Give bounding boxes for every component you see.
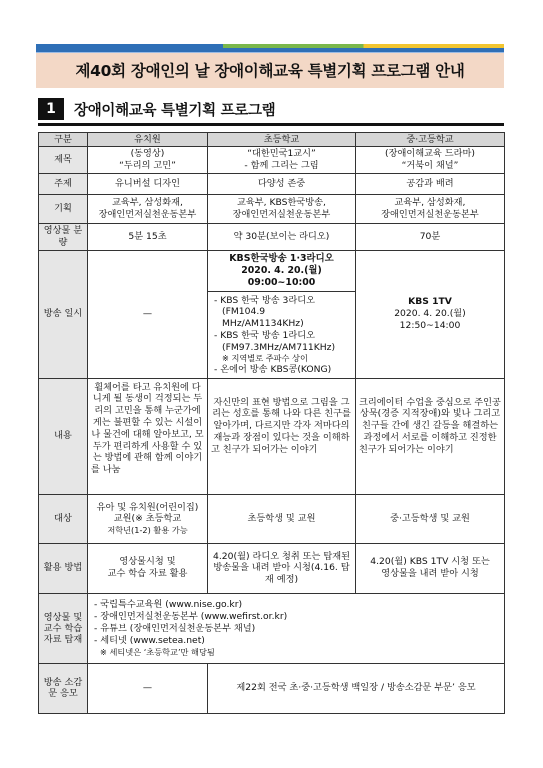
cell-sites	[88, 593, 505, 663]
cell-line: “거북이 채널”	[401, 160, 459, 171]
list-item: - 국립특수교육원 (www.nise.go.kr)	[94, 599, 243, 611]
cell-kinder-length: 5분 15초	[88, 224, 208, 251]
list-item: (FM97.3MHz/AM711KHz)	[222, 341, 336, 353]
cell-line: 2020. 4. 20.(월)	[394, 308, 466, 320]
list-item: - 유튜브 (장애인먼저실천운동본부 채널)	[94, 622, 256, 634]
cell-line: 교육부, KBS한국방송,	[237, 197, 326, 209]
row-label: 내용	[39, 378, 88, 494]
row-label: 방송 소감문 응모	[39, 663, 88, 713]
cell-line: KBS한국방송 1·3라디오	[229, 252, 334, 264]
list-item: - KBS 한국 방송 3라디오	[214, 294, 315, 306]
cell-line: 장애인먼저실천운동본부	[98, 209, 197, 220]
cell-line: 장애인먼저실천운동본부	[381, 209, 479, 220]
table-header-row	[39, 133, 505, 147]
header-kindergarten: 유치원	[88, 133, 208, 147]
cell-mid-target: 중·고등학생 및 교원	[356, 494, 505, 543]
table-row-review	[39, 663, 505, 713]
sites-list	[94, 599, 501, 657]
cell-elem-planning	[208, 195, 356, 224]
cell-elem-length: 약 30분(보이는 라디오)	[208, 224, 356, 251]
cell-line: 2020. 4. 20.(월) 09:00~10:00	[241, 264, 322, 288]
cell-line: 유아 및 유치원(어린이집)	[96, 501, 199, 513]
cell-kinder-review: —	[88, 663, 208, 713]
cell-mid-usage	[356, 543, 505, 593]
cell-mid-subject	[356, 147, 505, 174]
program-table	[38, 132, 505, 714]
cell-elem-usage: 4.20(월) 라디오 청취 또는 탑재된 방송물을 내려 받아 시청(4.16. 탑재 예정)	[208, 543, 356, 593]
cell-mid-length: 70분	[356, 224, 505, 251]
row-label: 제목	[39, 147, 88, 174]
header-elementary: 초등학교	[208, 133, 356, 147]
list-item: ※ 세티넷은 ‘초등학교’만 해당됨	[100, 646, 215, 657]
row-label: 영상물 분량	[39, 224, 88, 251]
cell-line: 저학년(1-2) 활용 가능	[107, 525, 188, 536]
list-item: - 세티넷 (www.setea.net)	[94, 634, 205, 646]
cell-line: 장애인먼저실천운동본부	[232, 209, 331, 220]
header-category: 구분	[39, 133, 88, 147]
cell-kinder-theme: 유니버설 디자인	[88, 174, 208, 195]
row-label: 영상물 및 교수 학습자료 탑재	[39, 593, 88, 663]
row-label: 방송 일시	[39, 250, 88, 378]
cell-line: 교육부, 삼성화재,	[112, 197, 183, 209]
row-label: 주제	[39, 174, 88, 195]
list-item: (FM104.9 MHz/AM1134KHz)	[222, 306, 304, 330]
cell-kinder-content: 휠체어를 타고 유치원에 다니게 될 동생이 걱정되는 두리의 고민을 통해 누군가에게는 불편할 수 있는 시설이나 물건에 대해 알아보고, 모두가 편리하게 사용할 수 있는 방법에 관해 함께 이야기를 나눔	[88, 378, 208, 494]
cell-mid-planning	[356, 195, 505, 224]
table-row-content	[39, 378, 505, 494]
list-item: - KBS 한국 방송 1라디오	[214, 329, 315, 341]
cell-line: 교수 학습 자료 활용	[107, 568, 188, 580]
table-row-planning	[39, 195, 505, 224]
table-row-theme	[39, 174, 505, 195]
cell-kinder-broadcast: —	[88, 250, 208, 378]
cell-line: 12:50~14:00	[399, 320, 461, 331]
cell-mid-broadcast	[356, 250, 505, 378]
cell-line: (장애이해교육 드라마)	[385, 148, 475, 160]
row-label: 활용 방법	[39, 543, 88, 593]
cell-line: “두리의 고민”	[119, 160, 176, 171]
cell-line: 4.20(월) KBS 1TV 시청 또는	[370, 556, 490, 568]
cell-kinder-target	[88, 494, 208, 543]
broadcast-head	[208, 251, 355, 292]
row-label: 기획	[39, 195, 88, 224]
cell-kinder-usage	[88, 543, 208, 593]
cell-line: 교육부, 삼성화재,	[394, 197, 466, 209]
cell-line: (동영상)	[130, 148, 165, 160]
cell-kinder-subject	[88, 147, 208, 174]
page-title: 제40회 장애인의 날 장애이해교육 특별기획 프로그램 안내	[75, 62, 465, 80]
table-row-broadcast	[39, 250, 505, 378]
cell-line: 영상물시청 및	[119, 556, 176, 568]
cell-line: 영상물을 내려 받아 시청	[381, 568, 479, 580]
cell-mid-theme: 공감과 배려	[356, 174, 505, 195]
cell-line: KBS 1TV	[408, 296, 452, 308]
cell-elem-target: 초등학생 및 교원	[208, 494, 356, 543]
cell-elem-mid-review: 제22회 전국 초·중·고등학생 백일장 / 방송소감문 부문’ 응모	[208, 663, 505, 713]
section-divider	[38, 123, 504, 126]
header-middle-high: 중·고등학교	[356, 133, 505, 147]
list-item: - 온에어 방송 KBS콩(KONG)	[214, 363, 332, 375]
cell-kinder-planning	[88, 195, 208, 224]
cell-mid-content: 크리에이터 수업을 중심으로 주인공 상묵(경증 지적장애)와 빛나 그리고 친구들 간에 생긴 갈등을 해결하는 과정에서 서로를 이해하고 진정한 친구가 되어가는 이야기	[356, 378, 505, 494]
cell-elem-theme: 다양성 존중	[208, 174, 356, 195]
list-item: ※ 지역별로 주파수 상이	[222, 353, 308, 364]
section-title: 장애이해교육 특별기획 프로그램	[74, 102, 276, 119]
table-row-target	[39, 494, 505, 543]
broadcast-channel-list	[208, 292, 355, 378]
row-label: 대상	[39, 494, 88, 543]
title-banner	[36, 48, 504, 88]
table-row-sites	[39, 593, 505, 663]
cell-line: 교원(※ 초등학교	[113, 513, 182, 525]
table-row-usage	[39, 543, 505, 593]
table-row-length	[39, 224, 505, 251]
cell-line: “대한민국1교시”	[247, 148, 316, 160]
cell-elem-subject	[208, 147, 356, 174]
list-item: - 장애인먼저실천운동본부 (www.wefirst.or.kr)	[94, 611, 288, 623]
cell-elem-content: 자신만의 표현 방법으로 그림을 그리는 성호를 통해 나와 다른 친구를 알아가며, 다르지만 각자 저마다의 재능과 장점이 있다는 것을 이해하고 친구가 되어가는 이야기	[208, 378, 356, 494]
cell-elem-broadcast	[208, 250, 356, 378]
table-row-subject	[39, 147, 505, 174]
section-heading	[38, 98, 275, 120]
cell-line: - 함께 그리는 그림	[244, 160, 319, 171]
section-number: 1	[38, 98, 64, 120]
